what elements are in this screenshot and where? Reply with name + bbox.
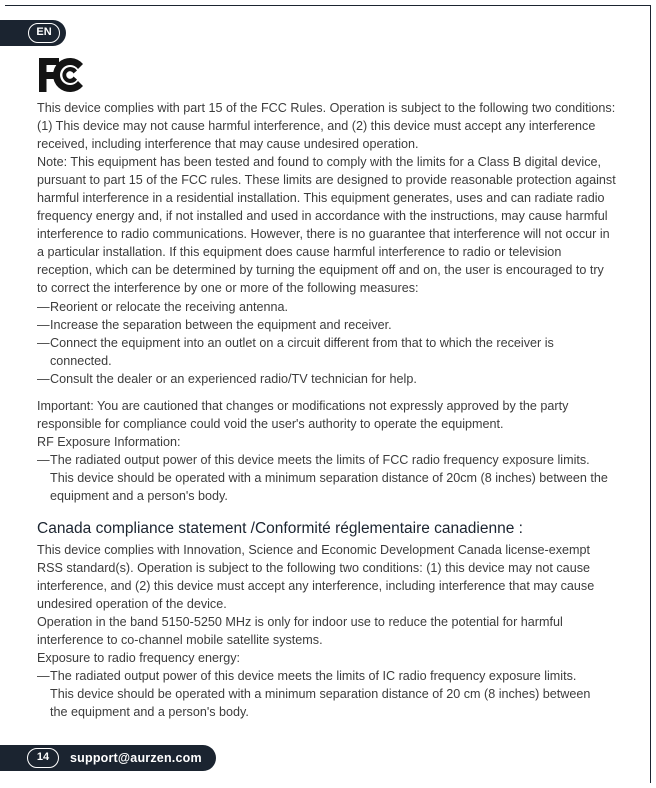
fcc-note-line: frequency energy and, if not installed and used in accordance with the instructions, may cause harmful xyxy=(37,209,608,224)
fcc-paragraph-line: This device complies with part 15 of the FCC Rules. Operation is subject to the following two conditions: xyxy=(37,101,616,115)
canada-paragraph-line: interference to co-channel mobile satellite systems. xyxy=(37,633,323,648)
list-item-line: This device should be operated with a minimum separation distance of 20 cm (8 inches) between xyxy=(50,687,591,702)
list-item-text: The radiated output power of this device meets the limits of FCC radio frequency exposure limits. xyxy=(50,452,590,467)
language-badge: EN xyxy=(28,23,60,43)
list-dash: — xyxy=(37,371,50,386)
fcc-section xyxy=(37,99,623,505)
fcc-note-line: Note: This equipment has been tested and found to comply with the limits for a Class B digital device, xyxy=(37,155,601,170)
canada-paragraph-line: Operation in the band 5150-5250 MHz is only for indoor use to reduce the potential for harmful xyxy=(37,615,563,630)
list-item-line xyxy=(37,298,623,316)
paragraph-gap xyxy=(37,388,623,397)
list-item-line xyxy=(37,316,623,334)
support-email-link[interactable]: support@aurzen.com xyxy=(70,751,202,765)
fcc-note-line: reception, which can be determined by turning the equipment off and on, the user is encouraged to try xyxy=(37,263,604,278)
list-item-text: Connect the equipment into an outlet on a circuit different from that to which the receiver is xyxy=(50,335,554,350)
list-item-text: Consult the dealer or an experienced radio/TV technician for help. xyxy=(50,371,417,386)
fcc-note-line: a particular installation. If this equipment does cause harmful interference to radio or television xyxy=(37,245,562,260)
list-item-line: This device should be operated with a minimum separation distance of 20cm (8 inches) between the xyxy=(50,470,608,485)
canada-section xyxy=(37,541,623,721)
fcc-paragraph-line: (1) This device may not cause harmful interference, and (2) this device must accept any interference xyxy=(37,119,596,134)
list-dash: — xyxy=(37,669,50,684)
list-dash: — xyxy=(37,299,50,314)
list-item-line: the equipment and a person's body. xyxy=(50,705,249,720)
list-item-text: Increase the separation between the equipment and receiver. xyxy=(50,317,392,332)
fcc-important-line: responsible for compliance could void the user's authority to operate the equipment. xyxy=(37,416,504,431)
list-item-line xyxy=(37,451,623,469)
list-item-text: Reorient or relocate the receiving antenna. xyxy=(50,299,289,314)
canada-heading: Canada compliance statement /Conformité réglementaire canadienne : xyxy=(37,520,523,538)
fcc-note-line: to correct the interference by one or more of the following measures: xyxy=(37,281,419,296)
fcc-note-line: harmful interference in a residential installation. This equipment generates, uses and can radiate radio xyxy=(37,191,605,206)
list-dash: — xyxy=(37,317,50,332)
document-body xyxy=(37,99,623,722)
list-item-line: connected. xyxy=(50,353,112,368)
list-item-line xyxy=(37,334,623,352)
list-dash: — xyxy=(37,452,50,467)
fcc-note-line: interference to radio communications. However, there is no guarantee that interference will not occur in xyxy=(37,227,610,242)
list-item-line xyxy=(37,667,623,685)
fcc-logo xyxy=(37,56,87,94)
list-item-line: equipment and a person's body. xyxy=(50,488,228,503)
canada-paragraph-line: undesired operation of the device. xyxy=(37,597,227,612)
fcc-note-line: pursuant to part 15 of the FCC rules. These limits are designed to provide reasonable protection against xyxy=(37,173,616,188)
footer xyxy=(0,745,220,771)
list-dash: — xyxy=(37,335,50,350)
fcc-logo-icon xyxy=(37,56,87,94)
canada-paragraph-line: RSS standard(s). Operation is subject to the following two conditions: (1) this device may not cause xyxy=(37,561,590,576)
language-tab xyxy=(0,20,70,46)
page-number: 14 xyxy=(27,748,59,768)
canada-paragraph-line: Exposure to radio frequency energy: xyxy=(37,651,241,666)
fcc-important-line: Important: You are cautioned that changes or modifications not expressly approved by the party xyxy=(37,398,569,413)
fcc-paragraph-line: received, including interference that may cause undesired operation. xyxy=(37,137,419,152)
list-item-text: The radiated output power of this device meets the limits of IC radio frequency exposure limits. xyxy=(50,669,577,684)
canada-paragraph-line: interference, and (2) this device must accept any interference, including interference that may cause xyxy=(37,579,595,594)
fcc-important-line: RF Exposure Information: xyxy=(37,434,181,449)
canada-paragraph-line: This device complies with Innovation, Science and Economic Development Canada license-exempt xyxy=(37,543,591,558)
list-item-line xyxy=(37,370,623,388)
